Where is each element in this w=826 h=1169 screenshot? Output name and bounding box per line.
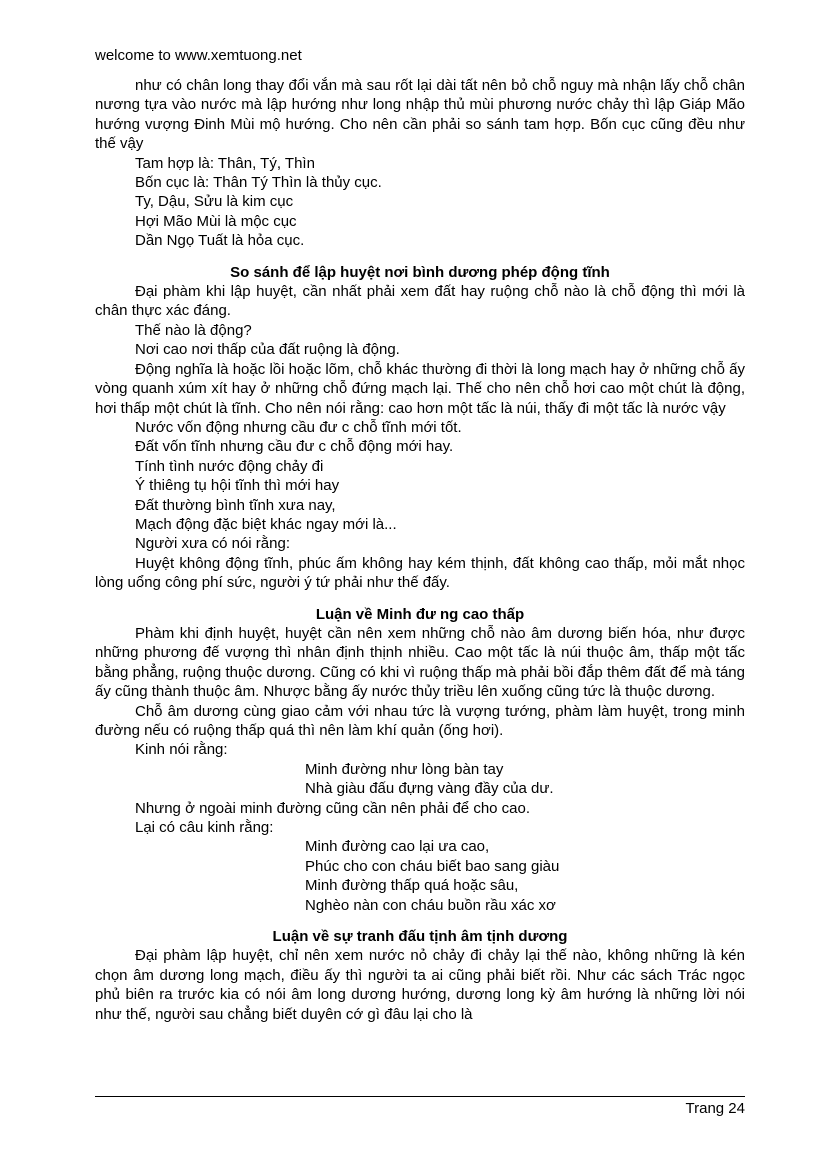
verse-line: Minh đường như lòng bàn tay: [305, 760, 504, 778]
text-line: Tính tình nước động chảy đi: [135, 457, 324, 475]
footer-divider: [95, 1096, 745, 1097]
section-heading: So sánh để lập huyệt nơi bình dương phép động tĩnh: [230, 263, 610, 281]
text-line: Nước vốn động nhưng cầu đư c chỗ tĩnh mới tốt.: [135, 418, 462, 436]
text-line: Mạch động đặc biệt khác ngay mới là...: [135, 515, 397, 533]
paragraph: Động nghĩa là hoặc lồi hoặc lõm, chỗ khác thường đi thời là long mạch hay ở những chỗ ấy vòng quanh xúm xít hay ở những chỗ đứng mạch lại. Thế cho nên chỗ hơi cao một chút là động, hơi thấp một chút là tĩnh. Cho nên nói rằng: cao hơn một tấc là núi, thấy đi một tấc là nước vậy: [95, 360, 745, 417]
list-line: Ty, Dậu, Sửu là kim cục: [135, 193, 294, 211]
paragraph: Phàm khi định huyệt, huyệt cần nên xem những chỗ nào âm dương biến hóa, như được những phương đế vượng thì nhân định thịnh nhiều. Cao một tấc là núi thuộc âm, thấp một tấc bằng phẳng, ruộng thuộc dương. Cũng có khi vì ruộng thấp mà phải bồi đắp thêm đất để mà táng ấy cũng thành thuộc âm. Nhược bằng ấy nước thủy triều lên xuống cũng tức là thuộc dương.: [95, 624, 745, 701]
verse-line: Minh đường cao lại ưa cao,: [305, 838, 490, 856]
page-footer: [95, 1096, 745, 1118]
list-line: Tam hợp là: Thân, Tý, Thìn: [135, 154, 315, 172]
text-line: Nơi cao nơi thấp của đất ruộng là động.: [135, 341, 400, 359]
paragraph: Đại phàm khi lập huyệt, cần nhất phải xem đất hay ruộng chỗ nào là chỗ động thì mới là chân thực xác đáng.: [95, 283, 745, 320]
text-line: Ý thiêng tụ hội tĩnh thì mới hay: [135, 477, 340, 495]
paragraph: Chỗ âm dương cùng giao cảm với nhau tức là vượng tướng, phàm làm huyệt, trong minh đường nếu có ruộng thấp quá thì nên làm khí quản (ống hơi).: [95, 702, 745, 739]
list-line: Dần Ngọ Tuất là hỏa cục.: [135, 232, 305, 250]
list-line: Hợi Mão Mùi là mộc cục: [135, 212, 297, 230]
verse-line: Nhà giàu đấu đựng vàng đầy của dư.: [305, 780, 554, 798]
site-watermark: welcome to www.xemtuong.net: [95, 47, 302, 64]
text-line: Người xưa có nói rằng:: [135, 535, 290, 553]
page-number: Trang 24: [685, 1100, 745, 1117]
document-body: [95, 76, 745, 1024]
text-line: Đất vốn tĩnh nhưng cầu đư c chỗ động mới hay.: [135, 438, 454, 456]
text-line: Thế nào là động?: [135, 321, 252, 339]
paragraph: Đại phàm lập huyệt, chỉ nên xem nước nỏ chảy đi chảy lại thế nào, không những là kén chọn âm dương long mạch, điều ấy thì người ta ai cũng phải biết rồi. Như các sách Trác ngọc phủ biên ra trước kia có nói âm long dương hướng, dương long kỳ âm hướng là những lời nói như thế, người sau chẳng biết duyên cớ gì đâu lại cho là: [95, 947, 745, 1023]
paragraph: như có chân long thay đổi vắn mà sau rốt lại dài tất nên bỏ chỗ nguy mà nhận lấy chỗ chân nương tựa vào nước mà lập hướng như long nhập thủ mùi phương nước chảy thì lập Giáp Mão hướng vượng Đinh Mùi mộ hướng. Cho nên cần phải so sánh tam hợp. Bốn cục cũng đều như thế vậy: [95, 77, 745, 153]
section-heading: Luận về Minh đư ng cao thấp: [315, 605, 525, 623]
section-heading: Luận về sự tranh đấu tịnh âm tịnh dương: [272, 928, 568, 946]
verse-line: Nghèo nàn con cháu buồn rầu xác xơ: [305, 896, 556, 914]
verse-line: Minh đường thấp quá hoặc sâu,: [305, 877, 519, 895]
paragraph: Huyệt không động tĩnh, phúc ấm không hay kém thịnh, đất không cao thấp, mỏi mắt nhọc lòng uổng công phí sức, người ý tứ phải như thế đấy.: [95, 554, 745, 592]
verse-line: Phúc cho con cháu biết bao sang giàu: [305, 857, 560, 875]
text-line: Lại có câu kinh rằng:: [135, 819, 274, 837]
list-line: Bốn cục là: Thân Tý Thìn là thủy cục.: [135, 174, 382, 192]
text-line: Nhưng ở ngoài minh đường cũng cần nên phải để cho cao.: [135, 799, 531, 817]
text-line: Kinh nói rằng:: [135, 741, 228, 759]
text-line: Đất thường bình tĩnh xưa nay,: [135, 496, 336, 514]
